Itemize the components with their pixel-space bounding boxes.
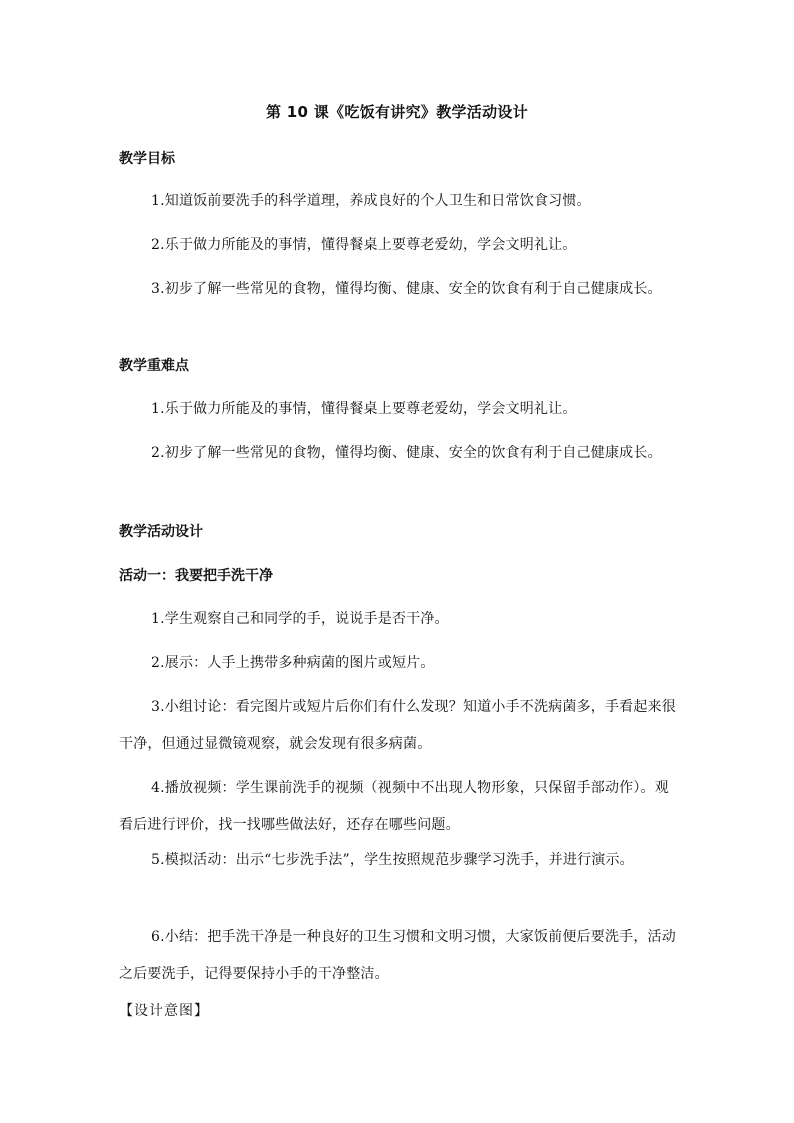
activity1-item-4: 4.播放视频：学生课前洗手的视频（视频中不出现人物形象，只保留手部动作）。观看后进行评价，找一找哪些做法好，还存在哪些问题。 — [119, 780, 669, 833]
activity1-item-5: 5.模拟活动：出示“七步洗手法”，学生按照规范步骤学习洗手，并进行演示。 — [151, 852, 634, 868]
goal-item-3: 3.初步了解一些常见的食物，懂得均衡、健康、安全的饮食有利于自己健康成长。 — [151, 281, 662, 297]
goal-item-2: 2.乐于做力所能及的事情，懂得餐桌上要尊老爱幼，学会文明礼让。 — [151, 237, 577, 253]
section-heading-activity1: 活动一：我要把手洗干净 — [119, 568, 273, 584]
activity1-item-6: 6.小结：把手洗干净是一种良好的卫生习惯和文明习惯，大家饭前便后要洗手，活动之后要洗手，记得要保持小手的干净整洁。 — [119, 929, 676, 982]
activity1-item-1: 1.学生观察自己和同学的手，说说手是否干净。 — [151, 611, 449, 627]
section-heading-keypoints: 教学重难点 — [119, 358, 189, 374]
activity1-item-2: 2.展示：人手上携带多种病菌的图片或短片。 — [151, 655, 435, 671]
design-intent-label: 【设计意图】 — [119, 1003, 209, 1019]
keypoint-item-2: 2.初步了解一些常见的食物，懂得均衡、健康、安全的饮食有利于自己健康成长。 — [151, 445, 662, 461]
section-heading-design: 教学活动设计 — [119, 524, 203, 540]
keypoint-item-1: 1.乐于做力所能及的事情，懂得餐桌上要尊老爱幼，学会文明礼让。 — [151, 401, 577, 417]
activity1-item-3: 3.小组讨论：看完图片或短片后你们有什么发现？知道小手不洗病菌多，手看起来很干净，但通过显微镜观察，就会发现有很多病菌。 — [119, 699, 676, 752]
goal-item-1: 1.知道饭前要洗手的科学道理，养成良好的个人卫生和日常饮食习惯。 — [151, 193, 591, 209]
section-heading-goals: 教学目标 — [119, 151, 175, 167]
document-title: 第 10 课《吃饭有讲究》教学活动设计 — [265, 103, 529, 121]
